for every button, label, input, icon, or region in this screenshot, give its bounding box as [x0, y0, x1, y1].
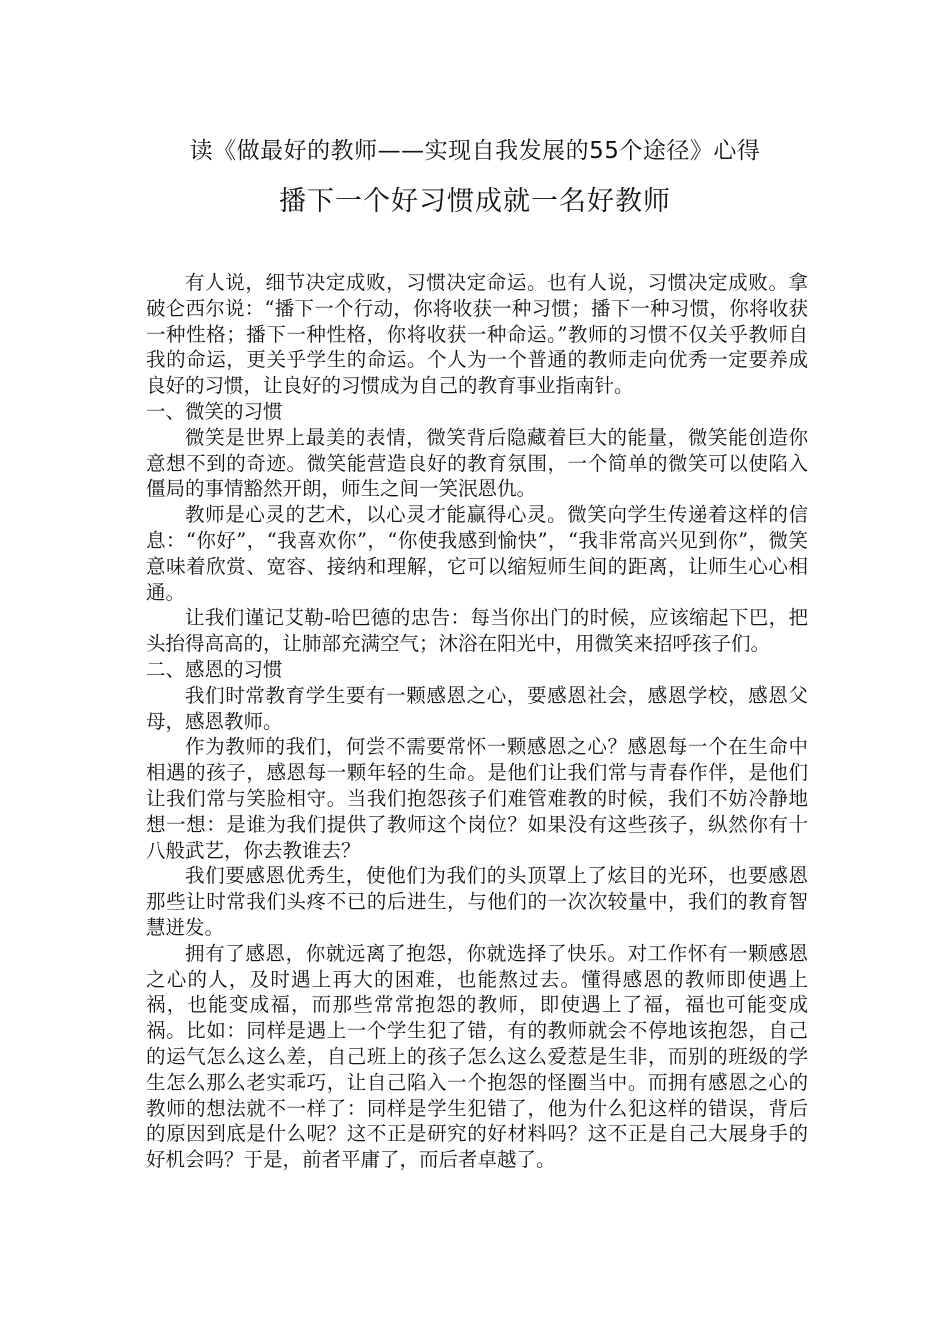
- section2-paragraph-3: 我们要感恩优秀生，使他们为我们的头顶罩上了炫目的光环，也要感恩那些让时常我们头疼不已的后进生，与他们的一次次较量中，我们的教育智慧迸发。: [146, 864, 808, 939]
- document-subtitle: 读《做最好的教师——实现自我发展的55个途径》心得: [189, 138, 761, 164]
- intro-paragraph: 有人说，细节决定成败，习惯决定命运。也有人说，习惯决定成败。拿破仑西尔说：“播下一个行动，你将收获一种习惯；播下一种习惯，你将收获一种性格；播下一种性格，你将收获一种命运。”教师的习惯不仅关乎教师自我的命运，更关乎学生的命运。个人为一个普通的教师走向优秀一定要养成良好的习惯，让良好的习惯成为自己的教育事业指南针。: [146, 271, 808, 398]
- section2-paragraph-2: 作为教师的我们，何尝不需要常怀一颗感恩之心？感恩每一个在生命中相遇的孩子，感恩每一颗年轻的生命。是他们让我们常与青春作伴，是他们让我们常与笑脸相守。当我们抱怨孩子们难管难教的时候，我们不妨冷静地想一想：是谁为我们提供了教师这个岗位？如果没有这些孩子，纵然你有十八般武艺，你去教谁去？: [146, 735, 808, 862]
- section2-paragraph-4: 拥有了感恩，你就远离了抱怨，你就选择了快乐。对工作怀有一颗感恩之心的人，及时遇上再大的困难，也能熬过去。懂得感恩的教师即使遇上祸，也能变成福，而那些常常抱怨的教师，即使遇上了福，福也可能变成祸。比如：同样是遇上一个学生犯了错，有的教师就会不停地该抱怨，自己的运气怎么这么差，自己班上的孩子怎么这么爱惹是生非，而别的班级的学生怎么那么老实乖巧，让自己陷入一个抱怨的怪圈当中。而拥有感恩之心的教师的想法就不一样了：同样是学生犯错了，他为什么犯这样的错误，背后的原因到底是什么呢？这不正是研究的好材料吗？这不正是自己大展身手的好机会吗？于是，前者平庸了，而后者卓越了。: [146, 941, 808, 1172]
- document-body: [146, 270, 808, 1173]
- section-heading-smile: 一、微笑的习惯: [146, 399, 283, 423]
- section1-paragraph-1: 微笑是世界上最美的表情，微笑背后隐藏着巨大的能量，微笑能创造你意想不到的奇迹。微笑能营造良好的教育氛围，一个简单的微笑可以使陷入僵局的事情豁然开朗，师生之间一笑泯恩仇。: [146, 425, 808, 501]
- section-heading-gratitude: 二、感恩的习惯: [146, 657, 283, 681]
- section1-paragraph-2: 教师是心灵的艺术，以心灵才能赢得心灵。微笑向学生传递着这样的信息：“你好”，“我喜欢你”，“你使我感到愉快”，“我非常高兴见到你”，微笑意味着欣赏、宽容、接纳和理解，它可以缩短师生间的距离，让师生心心相通。: [146, 503, 808, 604]
- document-title: 播下一个好习惯成就一名好教师: [279, 186, 671, 217]
- section2-paragraph-1: 我们时常教育学生要有一颗感恩之心，要感恩社会，感恩学校，感恩父母，感恩教师。: [146, 683, 808, 733]
- section1-paragraph-3: 让我们谨记艾勒-哈巴德的忠告：每当你出门的时候，应该缩起下巴，把头抬得高高的，让肺部充满空气；沐浴在阳光中，用微笑来招呼孩子们。: [146, 606, 808, 656]
